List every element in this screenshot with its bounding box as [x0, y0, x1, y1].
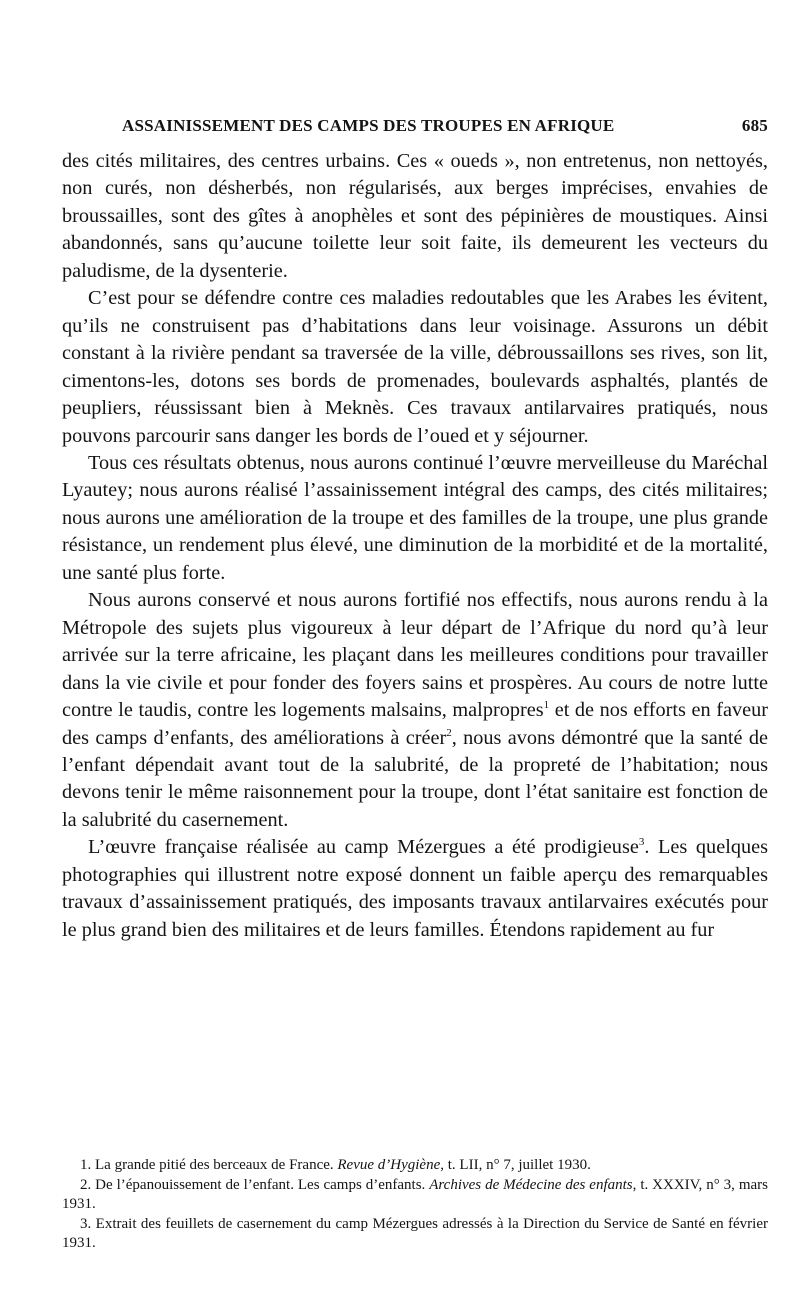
- paragraph-4-text-c: , nous avons démontré que la santé de l’enfant dépendait avant tout de la salubrité, de la propreté de l’habitation; nous devons tenir le même raisonnement pour la troupe, dont l’état sanitaire est fonction de la salubrité du casernement.: [62, 726, 768, 831]
- footnote-source-title: Revue d’Hygiène: [337, 1157, 441, 1173]
- paragraph-4-text-b: et de nos efforts en faveur des camps d’enfants, des améliorations à créer: [62, 699, 768, 749]
- running-head: [62, 116, 768, 140]
- footnote-number: 2.: [80, 1176, 92, 1193]
- footnote-text-end: , t. XXXIV, n° 3, mars 1931.: [62, 1176, 768, 1212]
- paragraph-3-text: Tous ces résultats obtenus, nous aurons continué l’œuvre merveilleuse du Maréchal Lyautey; nous aurons réalisé l’assainissement intégral des camps, des cités militaires; nous aurons une amélioration de la troupe et des familles de la troupe, une plus grande résistance, un rendement plus élevé, une diminution de la morbidité et de la mortalité, une santé plus forte.: [62, 451, 768, 584]
- footnote-source-title: Archives de Médecine des enfants: [429, 1176, 633, 1193]
- page-number: 685: [741, 116, 768, 135]
- paragraph-5-text-b: . Les quelques photographies qui illustrent notre exposé donnent un faible aperçu des remarquables travaux d’assainissement pratiqués, des imposants travaux antilarvaires exécutés pour le plus grand bien des militaires et de leurs familles. Étendons rapidement au fur: [62, 836, 769, 941]
- paragraph-2: [62, 285, 768, 450]
- footnote-3: [62, 1215, 768, 1254]
- running-title: ASSAINISSEMENT DES CAMPS DES TROUPES EN AFRIQUE: [122, 116, 615, 135]
- footnote-ref-3: 3: [638, 836, 645, 849]
- footnote-1: [62, 1156, 768, 1176]
- footnote-text: Extrait des feuillets de casernement du camp Mézergues adressés à la Direction du Service de Santé en février 1931.: [62, 1215, 768, 1251]
- footnotes: [62, 1156, 768, 1254]
- footnote-text: De l’épanouissement de l’enfant. Les camps d’enfants.: [91, 1176, 430, 1193]
- paragraph-5-text-a: L’œuvre française réalisée au camp Mézergues a été prodigieuse: [88, 836, 639, 859]
- paragraph-4-text-a: Nous aurons conservé et nous aurons fortifié nos effectifs, nous aurons rendu à la Métropole des sujets plus vigoureux à leur départ de l’Afrique du nord qu’à leur arrivée sur la terre africaine, les plaçant dans les meilleures conditions pour travailler dans la vie civile et pour fonder des foyers sains et prospères. Au cours de notre lutte contre le taudis, contre les logements malsains, malpropres: [62, 589, 768, 722]
- paragraph-3: [62, 450, 768, 587]
- body-text: [62, 148, 768, 944]
- footnote-text-end: , t. LII, n° 7, juillet 1930.: [440, 1157, 591, 1173]
- footnote-ref-2: 2: [446, 726, 452, 739]
- footnote-text: La grande pitié des berceaux de France.: [91, 1157, 338, 1173]
- footnote-number: 3.: [80, 1215, 92, 1232]
- footnote-2: [62, 1176, 768, 1215]
- paragraph-1-text: des cités militaires, des centres urbains. Ces « oueds », non entretenus, non nettoyés, non curés, non désherbés, non régularisés, aux berges imprécises, envahies de broussailles, sont des gîtes à anophèles et sont des pépinières de moustiques. Ainsi abandonnés, sans qu’aucune toilette leur soit faite, ils demeurent les vecteurs du paludisme, de la dysenterie.: [62, 150, 768, 282]
- footnote-number: 1.: [80, 1157, 92, 1173]
- paragraph-4: [62, 587, 768, 834]
- paragraph-5: [62, 834, 768, 944]
- paragraph-2-text: C’est pour se défendre contre ces maladies redoutables que les Arabes les évitent, qu’ils ne construisent pas d’habitations dans leur voisinage. Assurons un débit constant à la rivière pendant sa traversée de la ville, débroussaillons ses rives, son lit, cimentons-les, dotons ses bords de promenades, boulevards asphaltés, plantés de peupliers, réussissant bien à Meknès. Ces travaux antilarvaires pratiqués, nous pouvons parcourir sans danger les bords de l’oued et y séjourner.: [62, 287, 768, 447]
- footnote-ref-1: 1: [543, 699, 550, 712]
- paragraph-1: [62, 148, 768, 285]
